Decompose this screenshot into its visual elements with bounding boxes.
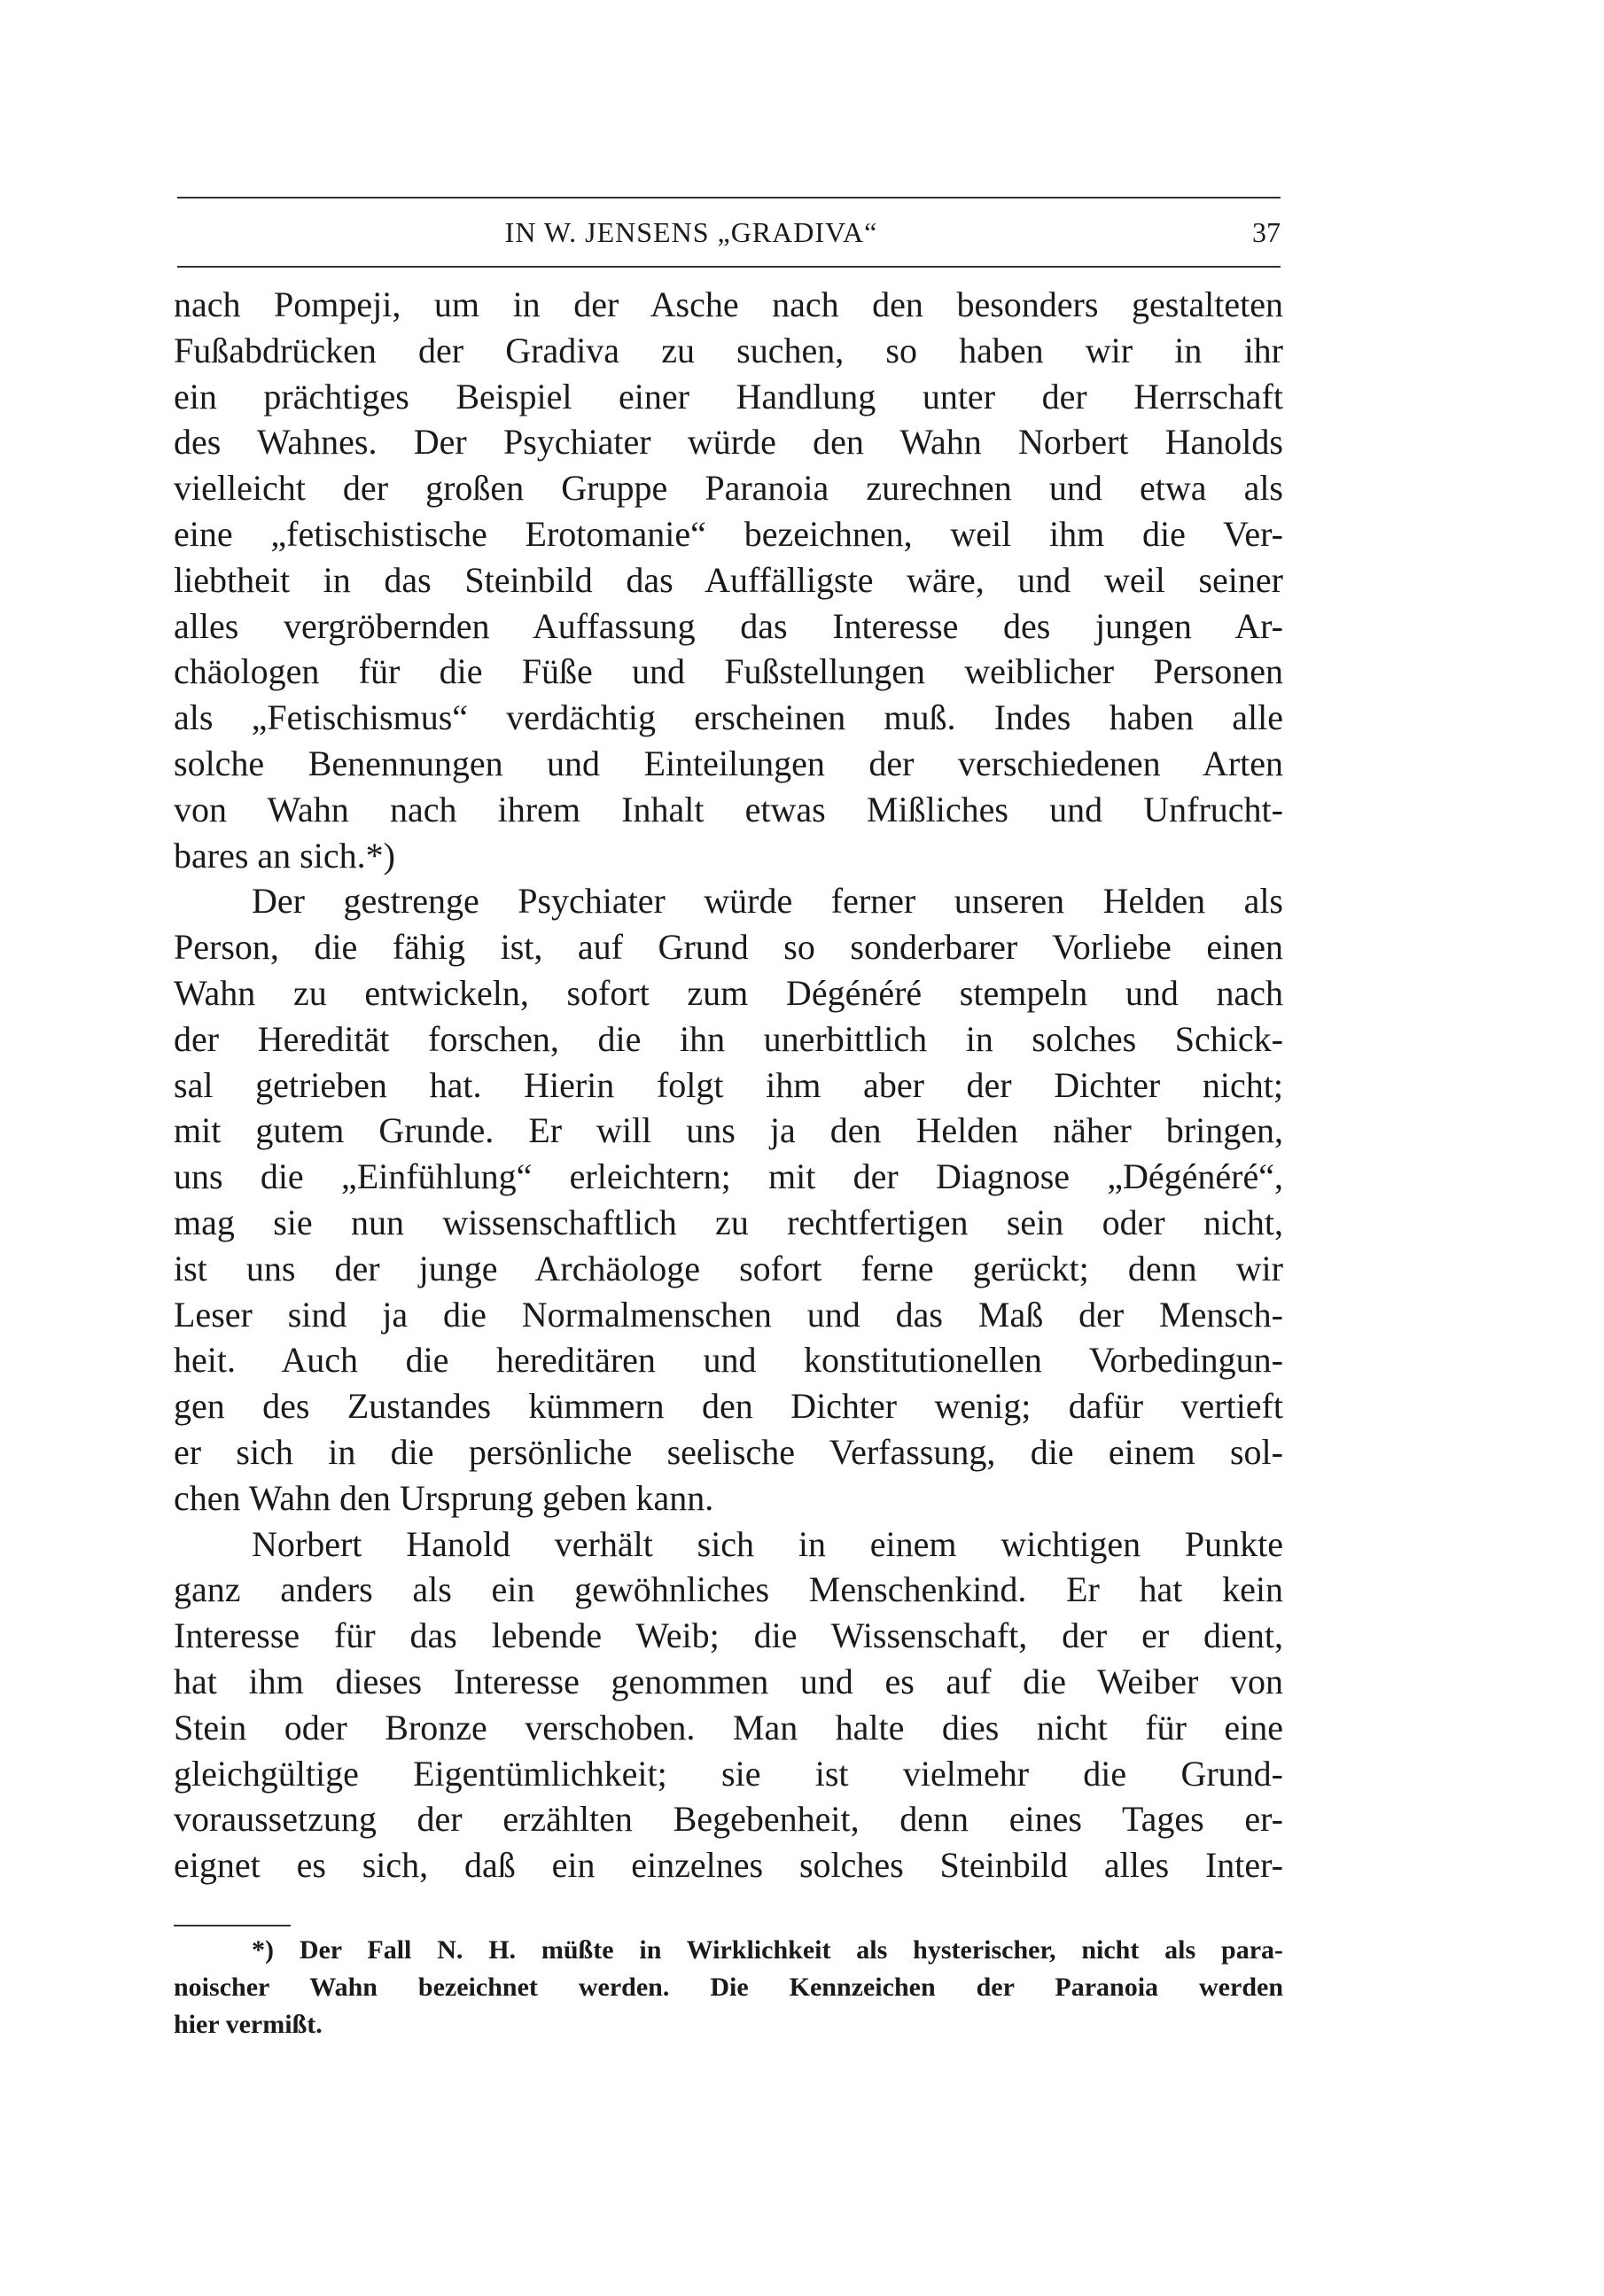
text-line: chen Wahn den Ursprung geben kann.: [174, 1477, 714, 1518]
text-line: vielleicht der großen Gruppe Paranoia zurechnen und etwa als: [174, 468, 1283, 509]
running-title: IN W. JENSENS „GRADIVA“: [504, 216, 878, 248]
text-line: er sich in die persönliche seelische Verfassung, die einem sol-: [174, 1431, 1283, 1472]
text-line: Wahn zu entwickeln, sofort zum Dégénéré stempeln und nach: [174, 972, 1283, 1013]
text-line: sal getrieben hat. Hierin folgt ihm aber der Dichter nicht;: [174, 1064, 1283, 1105]
footnote-line: hier vermißt.: [174, 2010, 323, 2039]
header-rule-top: [177, 197, 1281, 198]
text-line: Der gestrenge Psychiater würde ferner unseren Helden als: [252, 881, 1283, 922]
text-line: mag sie nun wissenschaftlich zu rechtfertigen sein oder nicht,: [174, 1202, 1283, 1242]
text-line: Interesse für das lebende Weib; die Wissenschaft, der er dient,: [174, 1615, 1283, 1656]
text-line: uns die „Einfühlung“ erleichtern; mit der Diagnose „Dégénéré“,: [174, 1156, 1283, 1197]
text-line: des Wahnes. Der Psychiater würde den Wahn Norbert Hanolds: [174, 422, 1283, 463]
text-line: Person, die fähig ist, auf Grund so sonderbarer Vorliebe einen: [174, 927, 1283, 968]
text-line: liebtheit in das Steinbild das Auffälligste wäre, und weil seiner: [174, 559, 1283, 600]
text-line: Leser sind ja die Normalmenschen und das Maß der Mensch-: [174, 1294, 1283, 1335]
text-line: gen des Zustandes kümmern den Dichter wenig; dafür vertieft: [174, 1386, 1283, 1427]
text-line: mit gutem Grunde. Er will uns ja den Helden näher bringen,: [174, 1110, 1283, 1151]
footnote: [174, 1932, 1283, 2043]
text-line: voraussetzung der erzählten Begebenheit, denn eines Tages er-: [174, 1799, 1283, 1840]
text-line: ganz anders als ein gewöhnliches Menschenkind. Er hat kein: [174, 1569, 1283, 1610]
text-line: Stein oder Bronze verschoben. Man halte dies nicht für eine: [174, 1707, 1283, 1747]
text-line: eine „fetischistische Erotomanie“ bezeichnen, weil ihm die Ver-: [174, 513, 1283, 554]
page-header: [177, 197, 1281, 268]
text-line: bares an sich.*): [174, 835, 395, 876]
text-line: Norbert Hanold verhält sich in einem wichtigen Punkte: [252, 1523, 1283, 1564]
text-line: ein prächtiges Beispiel einer Handlung unter der Herrschaft: [174, 376, 1283, 416]
text-line: Fußabdrücken der Gradiva zu suchen, so haben wir in ihr: [174, 330, 1283, 370]
text-line: ist uns der junge Archäologe sofort ferne gerückt; denn wir: [174, 1248, 1283, 1288]
text-line: heit. Auch die hereditären und konstitutionellen Vorbedingun-: [174, 1340, 1283, 1381]
text-line: eignet es sich, daß ein einzelnes solches Steinbild alles Inter-: [174, 1845, 1283, 1886]
text-line: als „Fetischismus“ verdächtig erscheinen muß. Indes haben alle: [174, 697, 1283, 738]
body-text: [174, 282, 1283, 1888]
text-line: solche Benennungen und Einteilungen der verschiedenen Arten: [174, 743, 1283, 783]
footnote-line: noischer Wahn bezeichnet werden. Die Kennzeichen der Paranoia werden: [174, 1973, 1283, 2002]
text-line: nach Pompeji, um in der Asche nach den besonders gestalteten: [174, 284, 1283, 324]
text-line: gleichgültige Eigentümlichkeit; sie ist vielmehr die Grund-: [174, 1753, 1283, 1794]
text-line: der Heredität forschen, die ihn unerbittlich in solches Schick-: [174, 1018, 1283, 1059]
text-line: chäologen für die Füße und Fußstellungen weiblicher Personen: [174, 651, 1283, 692]
footnote-line: *) Der Fall N. H. müßte in Wirklichkeit als hysterischer, nicht als para-: [252, 1935, 1283, 1965]
text-line: alles vergröbernden Auffassung das Interesse des jungen Ar-: [174, 605, 1283, 646]
header-rule-bottom: [177, 266, 1281, 268]
text-line: von Wahn nach ihrem Inhalt etwas Mißliches und Unfrucht-: [174, 789, 1283, 829]
text-line: hat ihm dieses Interesse genommen und es auf die Weiber von: [174, 1661, 1283, 1701]
page-number: 37: [1252, 216, 1281, 248]
footnote-rule: [174, 1925, 291, 1926]
